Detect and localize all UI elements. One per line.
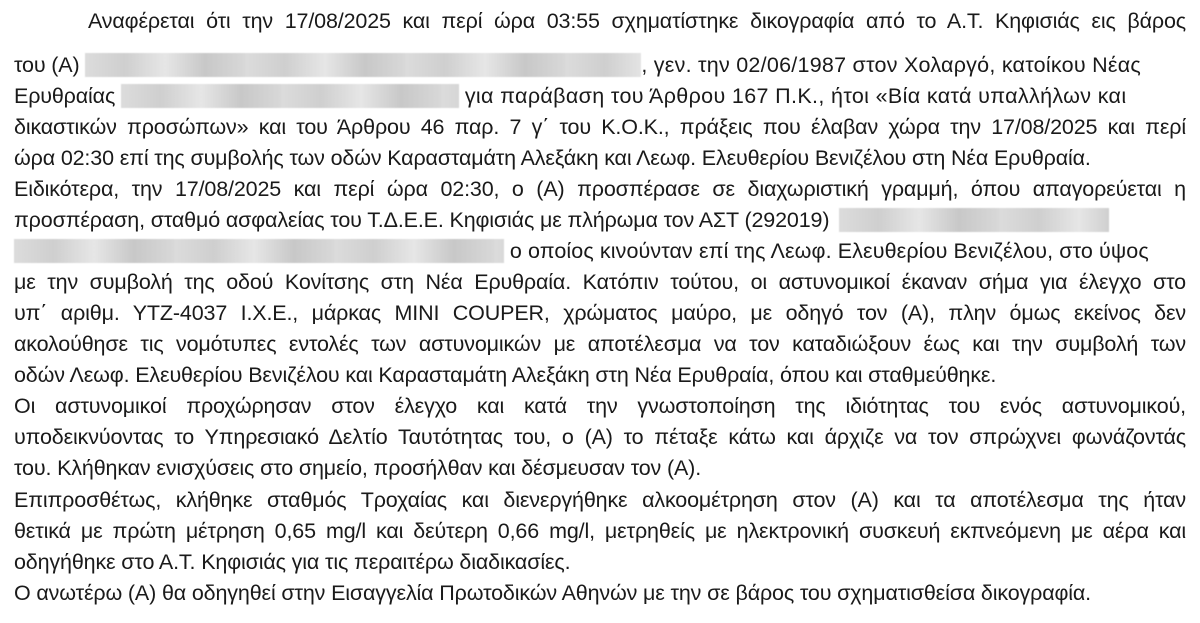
doc-text: υποδεικνύοντας το Υπηρεσιακό Δελτίο Ταυτότητας του, ο (Α) το πέταξε κάτω και άρχιζε να τον σπρώχνει φωνάζοντάς [14, 425, 1186, 449]
doc-line-12 [14, 360, 1186, 390]
doc-line-15 [14, 453, 1186, 483]
doc-text: οδηγήθηκε στο Α.Τ. Κηφισιάς για τις περαιτέρω διαδικασίες. [14, 550, 571, 574]
doc-line-10 [14, 298, 1186, 328]
doc-text: του. Κλήθηκαν ενισχύσεις στο σημείο, προσήλθαν και δέσμευσαν τον (Α). [14, 456, 702, 480]
doc-text: Ειδικότερα, την 17/08/2025 και περί ώρα 02:30, ο (Α) προσπέρασε σε διαχωριστική γραμμή, όπου απαγορεύεται η [14, 177, 1186, 201]
redaction-block [839, 208, 1109, 232]
doc-line-19 [14, 578, 1186, 608]
doc-line-6 [14, 174, 1186, 204]
doc-line-4 [14, 112, 1186, 142]
doc-text: δικαστικών προσώπων» και του Άρθρου 46 παρ. 7 γ΄ του Κ.Ο.Κ., πράξεις που έλαβαν χώρα την 17/08/2025 και περί [14, 115, 1186, 139]
doc-line-3 [14, 81, 1186, 111]
doc-text: υπ΄ αριθμ. ΥΤΖ-4037 Ι.Χ.Ε., μάρκας MINI COUPER, χρώματος μαύρο, με οδηγό τον (Α), πλην όμως εκείνος δεν [14, 301, 1186, 325]
redaction-block [121, 84, 459, 108]
doc-line-17 [14, 516, 1186, 546]
doc-text: θετικά με πρώτη μέτρηση 0,65 mg/l και δεύτερη 0,66 mg/l, μετρηθείς με ηλεκτρονική συσκευή εκπνεόμενη με αέρα και [14, 519, 1186, 543]
redaction-block [85, 53, 641, 77]
doc-text: , γεν. την 02/06/1987 στον Χολαργό, κατοίκου Νέας [641, 53, 1141, 77]
doc-text: με την συμβολή της οδού Κονίτσης στη Νέα Ερυθραία. Κατόπιν τούτου, οι αστυνομικοί έκαναν σήμα για έλεγχο στο [14, 270, 1186, 294]
doc-text: Ερυθραίας [14, 84, 116, 108]
doc-line-9 [14, 267, 1186, 297]
doc-line-11 [14, 329, 1186, 359]
doc-line-13 [14, 391, 1186, 421]
doc-line-1 [14, 6, 1186, 36]
doc-text: για παράβαση του Άρθρου 167 Π.Κ., ήτοι «Βία κατά υπαλλήλων και [464, 84, 1127, 108]
doc-text: οδών Λεωφ. Ελευθερίου Βενιζέλου και Καρασταμάτη Αλεξάκη στη Νέα Ερυθραία, όπου και σταθμεύθηκε. [14, 363, 997, 387]
doc-text: Ο ανωτέρω (Α) θα οδηγηθεί στην Εισαγγελία Πρωτοδικών Αθηνών με την σε βάρος του σχηματισθείσα δικογραφία. [14, 581, 1092, 605]
doc-line-2 [14, 50, 1186, 80]
doc-text: Επιπροσθέτως, κλήθηκε σταθμός Τροχαίας και διενεργήθηκε αλκοομέτρηση στον (Α) και τα αποτέλεσμα της ήταν [14, 488, 1186, 512]
doc-line-8 [14, 236, 1186, 266]
doc-line-7 [14, 205, 1186, 235]
doc-text: του (Α) [14, 53, 80, 77]
doc-text: ώρα 02:30 επί της συμβολής των οδών Καρασταμάτη Αλεξάκη και Λεωφ. Ελευθερίου Βενιζέλου στη Νέα Ερυθραία. [14, 146, 1091, 170]
doc-text: Αναφέρεται ότι την 17/08/2025 και περί ώρα 03:55 σχηματίστηκε δικογραφία από το Α.Τ. Κηφισιάς εις βάρος [88, 9, 1186, 33]
doc-line-14 [14, 422, 1186, 452]
doc-line-16 [14, 485, 1186, 515]
doc-text: ακολούθησε τις νομότυπες εντολές των αστυνομικών με αποτέλεσμα να τον καταδιώξουν έως και την συμβολή των [14, 332, 1186, 356]
doc-text: προσπέραση, σταθμό ασφαλείας του Τ.Δ.Ε.Ε. Κηφισιάς με πλήρωμα τον ΑΣΤ (292019) [14, 208, 830, 232]
doc-text: Οι αστυνομικοί προχώρησαν στον έλεγχο και κατά την γνωστοποίηση της ιδιότητας του ενός αστυνομικού, [14, 394, 1186, 418]
doc-line-18 [14, 547, 1186, 577]
doc-text: ο οποίος κινούνταν επί της Λεωφ. Ελευθερίου Βενιζέλου, στο ύψος [509, 239, 1149, 263]
redaction-block [14, 239, 504, 263]
doc-line-5 [14, 143, 1186, 173]
